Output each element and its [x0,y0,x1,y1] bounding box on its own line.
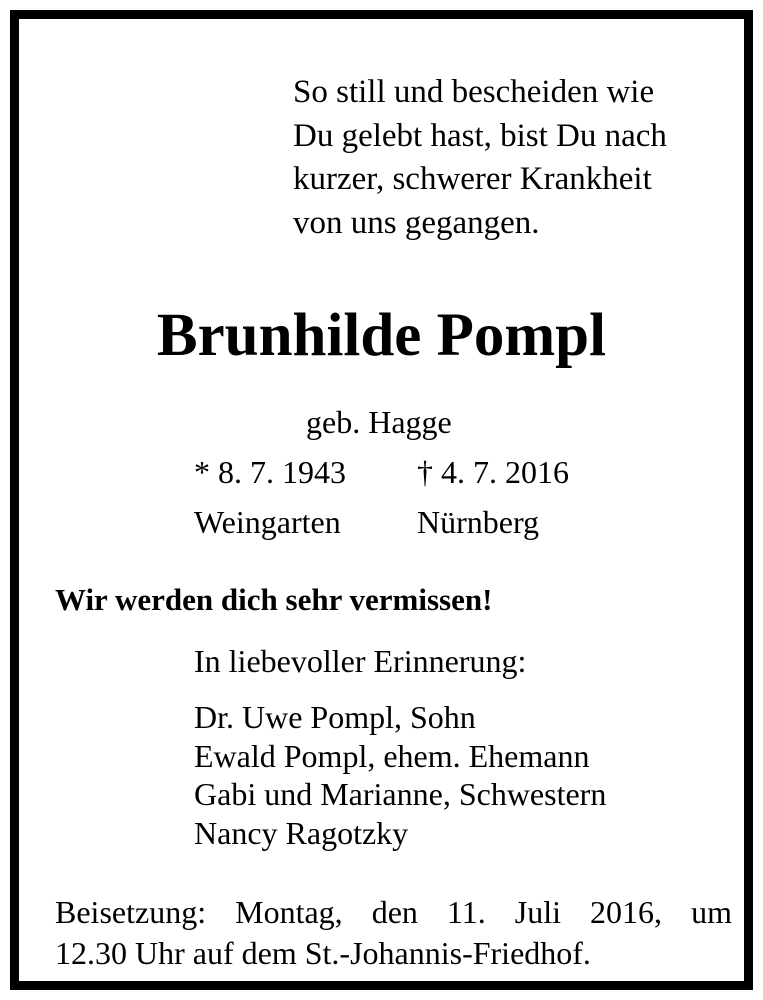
burial-word: den [371,894,418,930]
obituary-notice [10,10,753,990]
death-place: Nürnberg [417,504,540,540]
burial-line-1 [55,892,732,933]
deceased-name: Brunhilde Pompl [156,302,607,369]
mourner-name: Nancy Ragotzky [194,814,409,851]
birth-date: * 8. 7. 1943 [194,454,346,490]
mourner-name: Ewald Pompl, ehem. Ehemann [194,737,590,774]
burial-line-2: 12.30 Uhr auf dem St.-Johannis-Friedhof. [55,935,591,971]
burial-word: Beisetzung: [55,894,207,930]
burial-word: 11. [446,894,486,930]
mourner-name: Gabi und Marianne, Schwestern [194,776,607,812]
burial-word: 2016, [590,894,663,930]
mourners-list [194,698,606,852]
death-date: † 4. 7. 2016 [417,454,569,490]
verse-line: kurzer, schwerer Krankheit [293,161,652,197]
burial-word: Juli [514,894,561,930]
verse-line: Du gelebt hast, bist Du nach [293,117,667,154]
burial-word: Montag, [235,894,343,930]
burial-word: um [691,894,732,930]
farewell-message: Wir werden dich sehr vermissen! [55,582,493,617]
maiden-name: geb. Hagge [306,404,452,440]
memorial-verse [293,71,667,245]
verse-line: So still und bescheiden wie [293,74,655,110]
mourners-intro: In liebevoller Erinnerung: [194,643,527,679]
birth-place: Weingarten [194,504,341,540]
burial-info [55,892,732,974]
mourner-name: Dr. Uwe Pompl, Sohn [194,699,476,735]
verse-line: von uns gegangen. [293,204,540,241]
